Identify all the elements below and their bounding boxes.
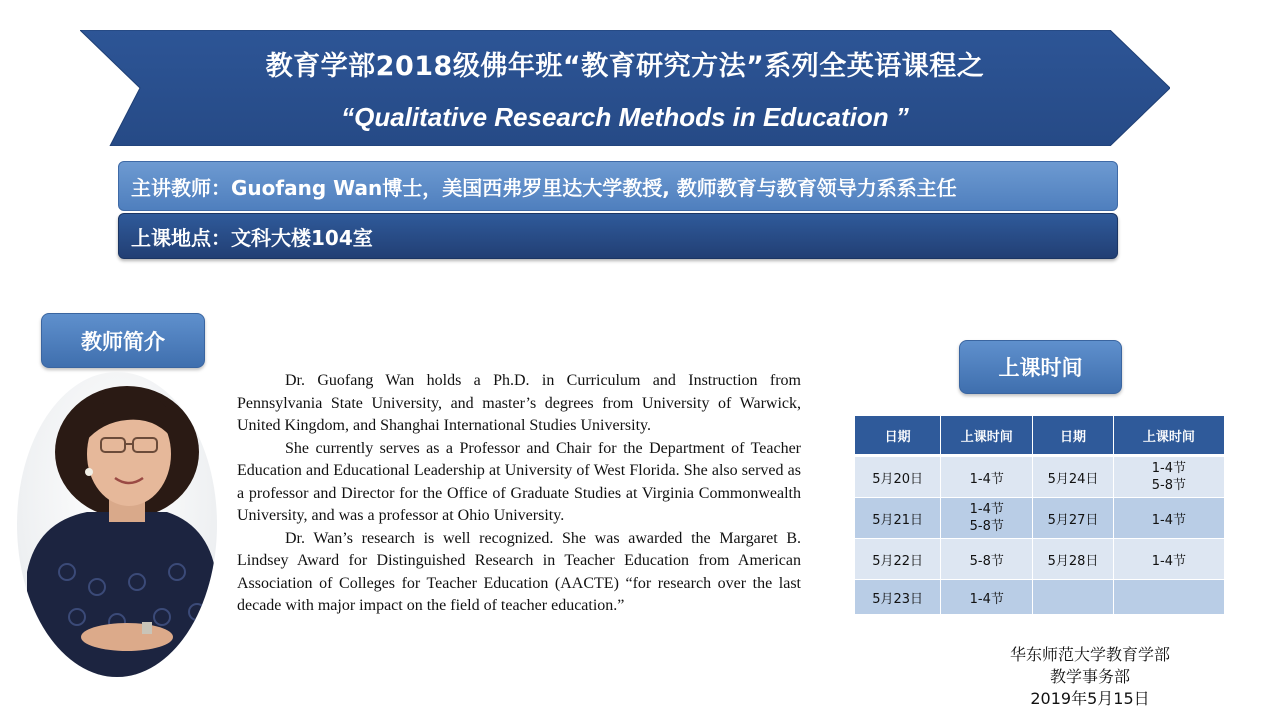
cell-date: 5月27日 [1033,498,1114,539]
lecturer-bar [118,161,1118,211]
bio-paragraph: Dr. Wan’s research is well recognized. She was awarded the Margaret B. Lindsey Award for Distinguished Research in Teacher Education from American Association of Colleges for Teacher Education (AACTE) “for research over the last decade with major impact on the field of teacher education.” [237,529,801,614]
cell-time: 1-4节 [1113,498,1224,539]
header-time: 上课时间 [1113,416,1224,456]
cell-time [1113,580,1224,615]
cell-date [1033,580,1114,615]
footer-org: 华东师范大学教育学部 [1009,645,1170,664]
cell-date: 5月22日 [855,539,941,580]
cell-time: 1-4节 [941,456,1033,498]
table-row [855,580,1225,615]
header-date: 日期 [1033,416,1114,456]
title-banner [80,30,1170,146]
header-date: 日期 [855,416,941,456]
table-row [855,456,1225,498]
table-row [855,539,1225,580]
cell-time: 5-8节 [941,539,1033,580]
location-bar [118,213,1118,259]
bio-paragraph: Dr. Guofang Wan holds a Ph.D. in Curriculum and Instruction from Pennsylvania State University, and master’s degrees from University of Warwick, United Kingdom, and Shanghai International Studies University. [237,372,801,434]
lecturer-photo [17,372,217,677]
table-row [855,498,1225,539]
cell-time: 1-4节 [1113,539,1224,580]
cell-time-line: 5-8节 [969,519,1004,534]
banner-title: 教育学部2018级佛年班“教育研究方法”系列全英语课程之 [265,51,985,82]
cell-time-line: 1-4节 [969,502,1004,517]
cell-date: 5月23日 [855,580,941,615]
cell-time-line: 5-8节 [1151,478,1187,493]
bio-text [237,370,801,618]
table-header-row [855,416,1225,456]
cell-date: 5月28日 [1033,539,1114,580]
schedule-table [855,416,1225,615]
schedule-heading: 上课时间 [959,340,1122,394]
lecturer-text: 主讲教师：Guofang Wan博士，美国西弗罗里达大学教授, 教师教育与教育领导力系系主任 [131,175,957,200]
cell-time-line: 1-4节 [1151,461,1187,476]
cell-time [1113,456,1224,498]
cell-date: 5月24日 [1033,456,1114,498]
bio-heading: 教师简介 [41,313,205,368]
cell-time [941,498,1033,539]
footer-date: 2019年5月15日 [1030,689,1150,708]
cell-date: 5月21日 [855,498,941,539]
cell-time: 1-4节 [941,580,1033,615]
banner-subtitle: “Qualitative Research Methods in Education ” [341,102,909,132]
header-time: 上课时间 [941,416,1033,456]
footer-dept: 教学事务部 [1049,667,1130,686]
footer-signature [990,644,1190,710]
location-text: 上课地点：文科大楼104室 [131,225,373,250]
cell-date: 5月20日 [855,456,941,498]
bio-paragraph: She currently serves as a Professor and Chair for the Department of Teacher Education and Educational Leadership at University of West Florida. She also served as a professor and Director for the Office of Graduate Studies at Virginia Commonwealth University, and was a professor at Ohio University. [237,439,801,524]
